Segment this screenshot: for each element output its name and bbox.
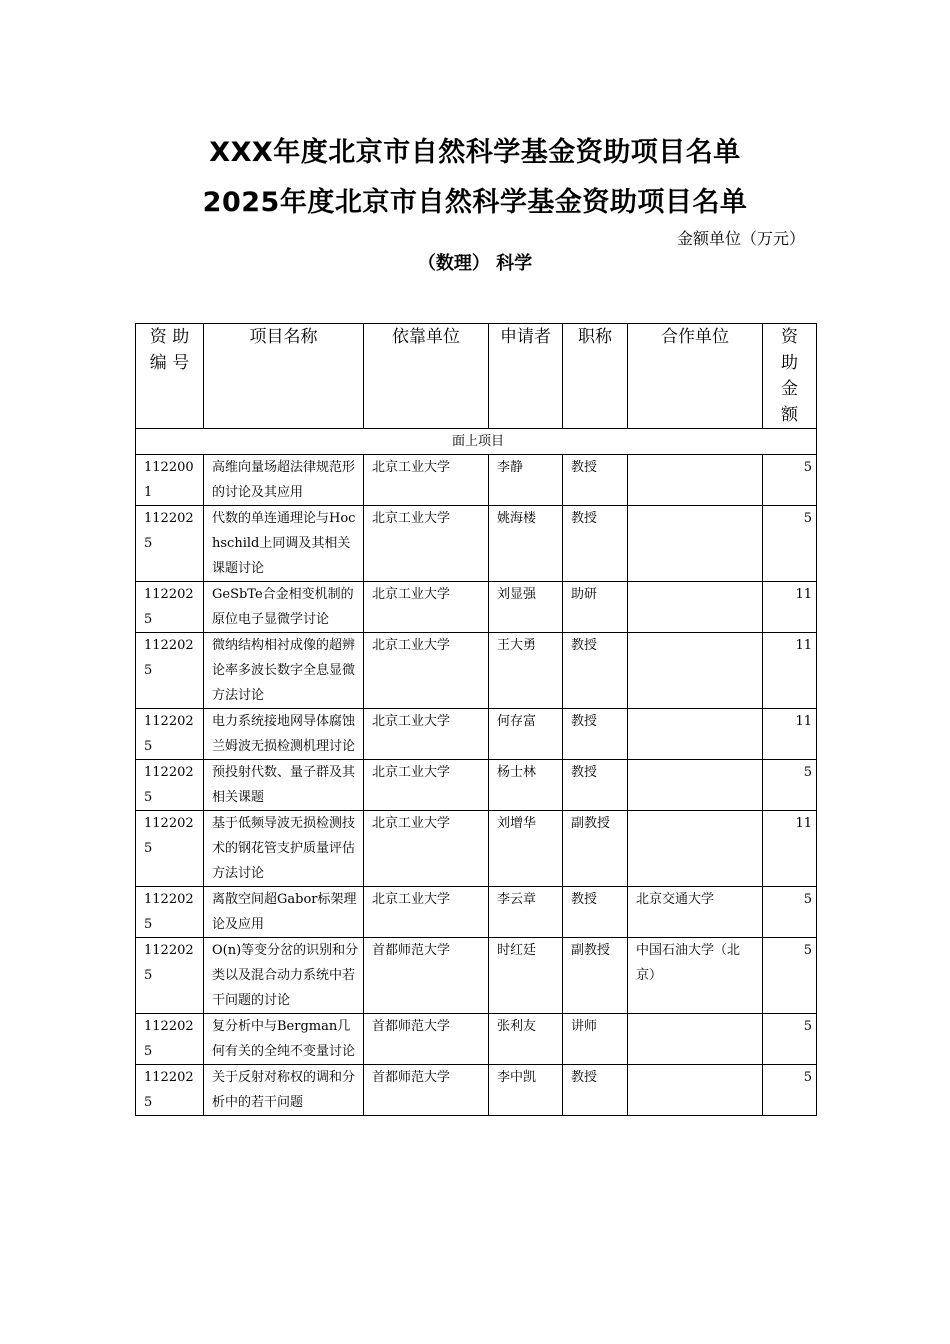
applicant-cell: 姚海楼 [489,506,563,582]
applicant-cell: 何存富 [489,709,563,760]
amount-cell: 5 [763,1065,817,1116]
project-name-cell: 预投射代数、量子群及其相关课题 [204,760,364,811]
title-cell: 副教授 [563,811,628,887]
project-name-cell: 电力系统接地网导体腐蚀兰姆波无损检测机理讨论 [204,709,364,760]
host-unit-cell: 北京工业大学 [364,709,489,760]
amount-cell: 5 [763,760,817,811]
table-row [136,506,817,582]
partner-cell: 北京交通大学 [628,887,763,938]
header-title: 职称 [563,324,628,429]
grant-code-cell: 1122025 [136,1014,204,1065]
grant-code-cell: 1122025 [136,633,204,709]
applicant-cell: 刘增华 [489,811,563,887]
applicant-cell: 杨士林 [489,760,563,811]
partner-cell: 中国石油大学（北京） [628,938,763,1014]
project-name-cell: 关于反射对称权的调和分析中的若干问题 [204,1065,364,1116]
partner-cell [628,506,763,582]
project-name-cell: 微纳结构相衬成像的超辨论率多波长数字全息显微方法讨论 [204,633,364,709]
title-cell: 教授 [563,633,628,709]
host-unit-cell: 北京工业大学 [364,455,489,506]
partner-cell [628,582,763,633]
table-header-row [136,324,817,429]
host-unit-cell: 北京工业大学 [364,506,489,582]
grant-code-cell: 1122025 [136,887,204,938]
host-unit-cell: 北京工业大学 [364,582,489,633]
amount-cell: 11 [763,633,817,709]
table-row [136,1014,817,1065]
title-cell: 教授 [563,887,628,938]
title-cell: 教授 [563,506,628,582]
table-row [136,811,817,887]
amount-unit-note: 金额单位（万元） [676,229,805,248]
amount-cell: 5 [763,938,817,1014]
header-amount: 资助金额 [763,324,817,429]
table-row [136,582,817,633]
grant-code-cell: 1122025 [136,760,204,811]
applicant-cell: 刘显强 [489,582,563,633]
table-row [136,887,817,938]
project-name-cell: GeSbTe合金相变机制的原位电子显微学讨论 [204,582,364,633]
amount-cell: 5 [763,506,817,582]
table-row [136,633,817,709]
partner-cell [628,633,763,709]
title-cell: 副教授 [563,938,628,1014]
title-cell: 助研 [563,582,628,633]
project-name-cell: 离散空间超Gabor标架理论及应用 [204,887,364,938]
applicant-cell: 李静 [489,455,563,506]
table-row [136,760,817,811]
amount-cell: 11 [763,582,817,633]
applicant-cell: 李中凯 [489,1065,563,1116]
document-title-line1: XXX年度北京市自然科学基金资助项目名单 [209,137,741,168]
grant-table [135,323,817,1116]
table-row [136,1065,817,1116]
table-row [136,455,817,506]
grant-code-cell: 1122025 [136,811,204,887]
document-title-line2: 2025年度北京市自然科学基金资助项目名单 [202,187,748,218]
title-cell: 讲师 [563,1014,628,1065]
title-cell: 教授 [563,1065,628,1116]
partner-cell [628,811,763,887]
title-cell: 教授 [563,709,628,760]
amount-cell: 11 [763,811,817,887]
project-name-cell: 基于低频导波无损检测技术的钢花管支护质量评估方法讨论 [204,811,364,887]
partner-cell [628,1065,763,1116]
applicant-cell: 王大勇 [489,633,563,709]
section-row [136,429,817,455]
amount-cell: 5 [763,1014,817,1065]
project-name-cell: 代数的单连通理论与Hochschild上同调及其相关课题讨论 [204,506,364,582]
host-unit-cell: 首都师范大学 [364,938,489,1014]
project-name-cell: O(n)等变分岔的识别和分类以及混合动力系统中若干问题的讨论 [204,938,364,1014]
applicant-cell: 时红廷 [489,938,563,1014]
host-unit-cell: 北京工业大学 [364,760,489,811]
partner-cell [628,709,763,760]
applicant-cell: 张利友 [489,1014,563,1065]
grant-code-cell: 1122025 [136,938,204,1014]
grant-code-cell: 1122025 [136,582,204,633]
amount-cell: 11 [763,709,817,760]
amount-cell: 5 [763,887,817,938]
host-unit-cell: 北京工业大学 [364,633,489,709]
grant-code-cell: 1122001 [136,455,204,506]
partner-cell [628,1014,763,1065]
grant-code-cell: 1122025 [136,1065,204,1116]
host-unit-cell: 北京工业大学 [364,811,489,887]
header-project-name: 项目名称 [204,324,364,429]
host-unit-cell: 首都师范大学 [364,1014,489,1065]
title-cell: 教授 [563,760,628,811]
header-host-unit: 依靠单位 [364,324,489,429]
grant-code-cell: 1122025 [136,709,204,760]
host-unit-cell: 首都师范大学 [364,1065,489,1116]
header-partner: 合作单位 [628,324,763,429]
grant-code-cell: 1122025 [136,506,204,582]
host-unit-cell: 北京工业大学 [364,887,489,938]
project-name-cell: 复分析中与Bergman几何有关的全纯不变量讨论 [204,1014,364,1065]
subject-heading: （数理） 科学 [417,253,533,274]
amount-cell: 5 [763,455,817,506]
header-grant-code: 资 助 编 号 [136,324,204,429]
header-applicant: 申请者 [489,324,563,429]
section-label: 面上项目 [136,429,817,455]
title-cell: 教授 [563,455,628,506]
project-name-cell: 高维向量场超法律规范形的讨论及其应用 [204,455,364,506]
applicant-cell: 李云章 [489,887,563,938]
partner-cell [628,760,763,811]
table-row [136,709,817,760]
partner-cell [628,455,763,506]
table-row [136,938,817,1014]
